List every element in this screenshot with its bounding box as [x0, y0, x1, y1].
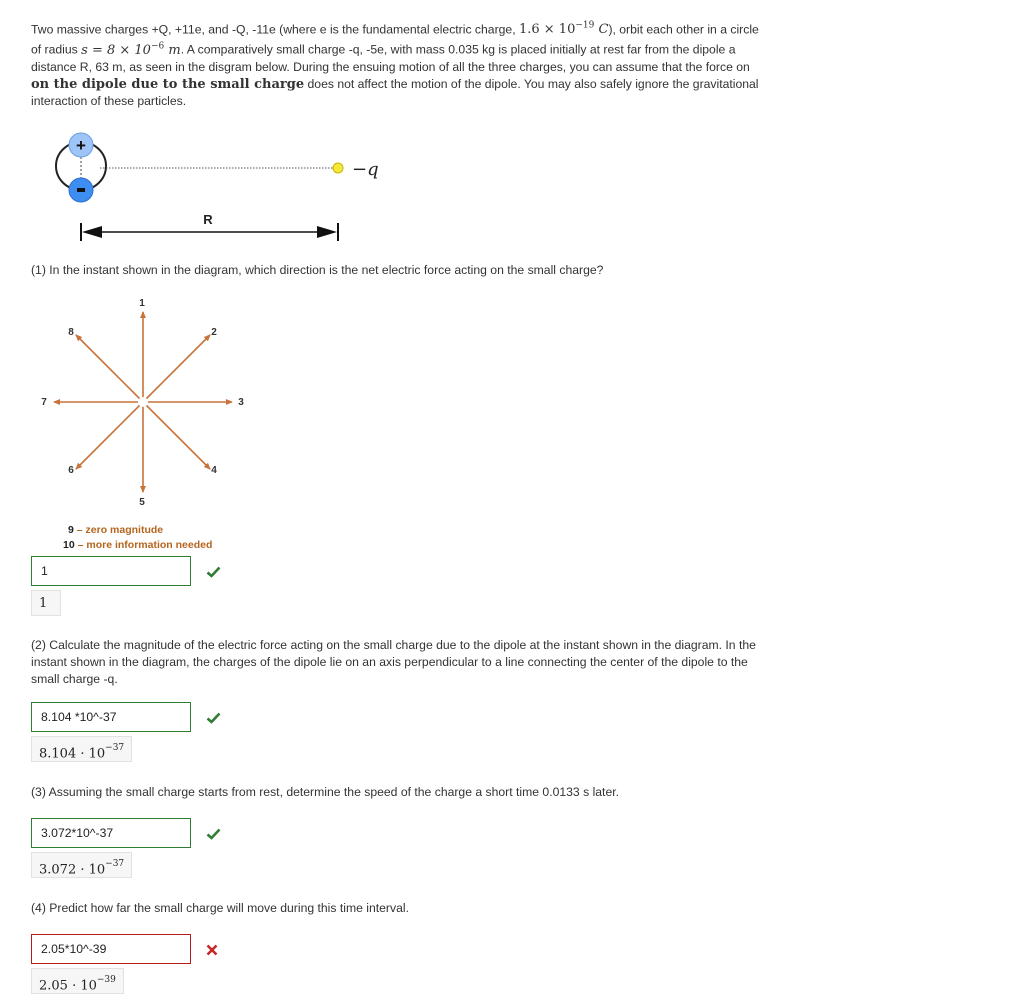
direction-compass [30, 290, 260, 555]
correct-check-icon [206, 712, 221, 724]
distance-arrow-right [317, 226, 337, 238]
radius-base: s = 8 × 10 [81, 42, 151, 58]
problem-text-part-1: Two massive charges +Q, +11e, and -Q, -11e (where e is the fundamental electric charge, [31, 22, 519, 37]
legend-zero-text: – zero magnitude [73, 524, 164, 536]
problem-text-part-4: does not affect the motion of the dipole. You may also safely ignore the gravitational interaction of these particles. [31, 76, 759, 108]
answer-4-preview [31, 968, 124, 994]
answer-2-preview [31, 736, 132, 762]
direction-label-2: 2 [211, 327, 217, 338]
radius-unit: m [164, 42, 181, 58]
small-charge [333, 163, 343, 173]
radius-math [81, 43, 181, 58]
answer-4-input[interactable]: 2.05*10^-39 [31, 934, 191, 964]
answer-4-preview-base: 2.05 · 10 [39, 978, 97, 994]
radius-exponent: −6 [150, 41, 165, 52]
direction-label-5: 5 [139, 497, 145, 508]
problem-text-part-3: . A comparatively small charge -q, -5e, with mass 0.035 kg is placed initially at rest far from the dipole a distance R, 63 m, as seen in the disgram below. During the ensuing motion of all the three charges, you can assume that the force on [31, 42, 750, 74]
problem-statement [31, 18, 771, 110]
charge-exponent: −19 [575, 21, 595, 31]
direction-label-1: 1 [139, 298, 145, 309]
direction-arrow-8 [76, 335, 143, 402]
direction-label-7: 7 [41, 397, 47, 408]
dipole-diagram [40, 118, 400, 248]
answer-3-preview-base: 3.072 · 10 [39, 862, 106, 878]
emphasized-text: on the dipole due to the small charge [31, 76, 305, 92]
legend-more-text: – more information needed [74, 539, 213, 551]
question-4-text: (4) Predict how far the small charge will move during this time interval. [31, 901, 409, 915]
legend-zero-magnitude [68, 524, 163, 536]
plus-sign: + [76, 136, 86, 155]
answer-3-preview [31, 852, 132, 878]
legend-zero-number: 9 [68, 524, 74, 536]
direction-label-6: 6 [68, 465, 74, 476]
correct-check-icon [206, 566, 221, 578]
legend-more-info [63, 539, 212, 551]
distance-label: R [203, 212, 213, 227]
answer-1-input[interactable]: 1 [31, 556, 191, 586]
answer-2-preview-base: 8.104 · 10 [39, 746, 106, 762]
answer-1-preview: 1 [31, 590, 61, 616]
charge-base: 1.6 × 10 [518, 22, 576, 38]
charge-value-math [519, 22, 608, 37]
compass-center [138, 397, 148, 407]
incorrect-x-icon [206, 944, 218, 956]
problem-text-part-2: ), orbit each other in a circle of radius [31, 22, 759, 57]
distance-arrow-left [82, 226, 102, 238]
direction-label-4: 4 [211, 465, 217, 476]
question-1-text: (1) In the instant shown in the diagram, which direction is the net electric force acting on the small charge? [31, 263, 604, 277]
direction-arrow-2 [143, 335, 210, 402]
minus-sign [77, 188, 85, 192]
answer-3-preview-exponent: −37 [105, 859, 125, 869]
charge-unit: C [594, 22, 609, 38]
answer-2-preview-exponent: −37 [105, 743, 125, 753]
direction-arrow-6 [76, 402, 143, 469]
direction-label-8: 8 [68, 327, 74, 338]
question-2-text: (2) Calculate the magnitude of the electric force acting on the small charge due to the dipole at the instant shown in the diagram. In the instant shown in the diagram, the charges of the dipole lie on an axis perpendicular to a line connecting the center of the dipole to the small charge -q. [31, 638, 756, 686]
answer-3-input[interactable]: 3.072*10^-37 [31, 818, 191, 848]
question-3-text: (3) Assuming the small charge starts from rest, determine the speed of the charge a short time 0.0133 s later. [31, 785, 619, 799]
answer-4-preview-exponent: −39 [96, 975, 116, 985]
legend-more-number: 10 [63, 539, 75, 551]
direction-arrow-4 [143, 402, 210, 469]
small-charge-label: −q [352, 159, 379, 180]
answer-2-input[interactable]: 8.104 *10^-37 [31, 702, 191, 732]
direction-label-3: 3 [238, 397, 244, 408]
correct-check-icon [206, 828, 221, 840]
